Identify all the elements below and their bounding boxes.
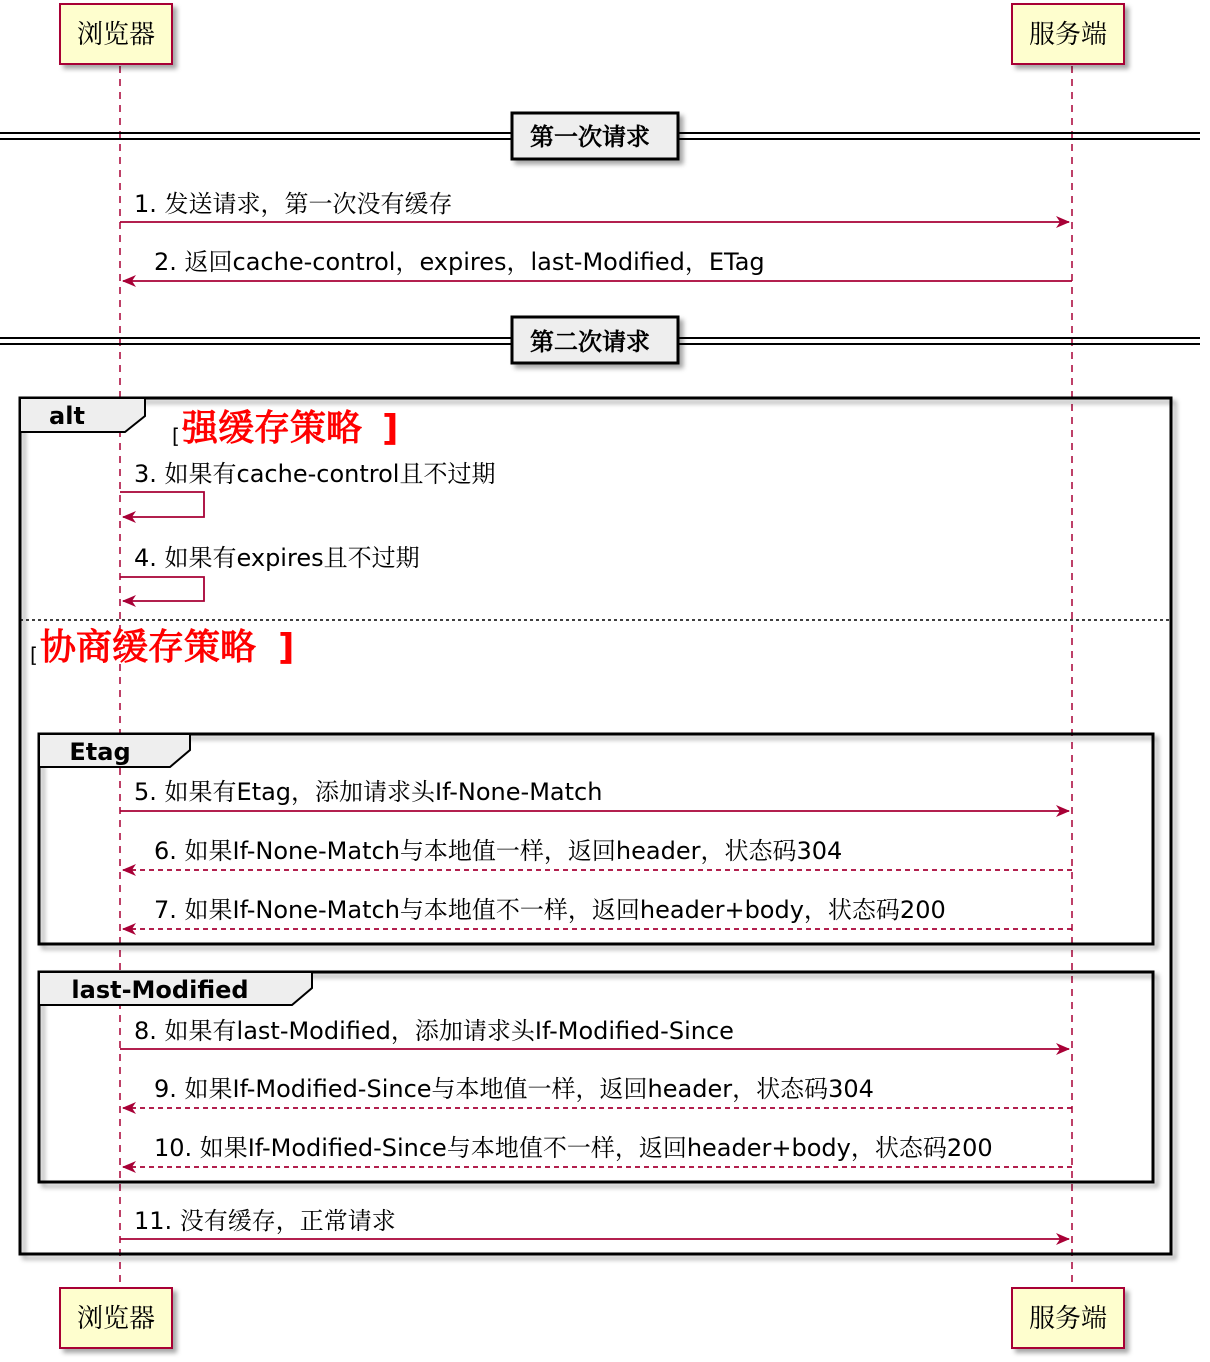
message-6 [123,837,1072,870]
message-1 [120,190,1069,222]
participant-server-top[interactable] [1012,4,1124,64]
message-9 [123,1075,1072,1108]
divider-first-label: 第一次请求 [530,123,650,151]
divider-second-request [0,317,1200,363]
message-5 [120,778,1069,811]
message-11-label: 11. 没有缓存，正常请求 [134,1207,396,1235]
guard2-bracket-close: ] [278,627,295,668]
message-8-label: 8. 如果有last-Modified，添加请求头If-Modified-Since [134,1017,734,1045]
guard-negotiated-cache: 协商缓存策略 [40,627,257,668]
participant-server-top-label: 服务端 [1028,20,1108,50]
divider-first-request [0,113,1200,159]
message-2-label: 2. 返回cache-control，expires，last-Modified，ETag [154,248,765,276]
message-2 [123,248,1072,281]
message-10-label: 10. 如果If-Modified-Since与本地值不一样，返回header+body，状态码200 [154,1134,993,1162]
participant-browser-bottom-label: 浏览器 [76,1304,156,1334]
message-7 [123,896,1072,929]
message-10 [123,1134,1072,1167]
message-3 [120,460,495,517]
message-9-label: 9. 如果If-Modified-Since与本地值一样，返回header，状态码304 [154,1075,874,1103]
divider-second-label: 第二次请求 [530,328,650,356]
message-11 [120,1207,1069,1239]
alt-frame [20,398,1171,1254]
guard2-bracket-open: [ [30,643,38,667]
etag-frame-label: Etag [69,738,131,766]
message-5-label: 5. 如果有Etag，添加请求头If-None-Match [134,778,603,806]
guard-strong-cache: 强缓存策略 [182,408,363,449]
participant-server-bottom-label: 服务端 [1028,1304,1108,1334]
message-1-label: 1. 发送请求，第一次没有缓存 [134,190,453,218]
message-8 [120,1017,1069,1049]
participant-browser-top[interactable] [60,4,172,64]
message-4 [120,544,420,601]
participant-browser-bottom[interactable] [60,1288,172,1348]
participant-server-bottom[interactable] [1012,1288,1124,1348]
guard1-bracket-close: ] [382,408,399,449]
message-3-label: 3. 如果有cache-control且不过期 [134,460,496,488]
message-7-label: 7. 如果If-None-Match与本地值不一样，返回header+body，状态码200 [154,896,946,924]
lastmod-frame-label: last-Modified [71,976,249,1004]
participant-browser-top-label: 浏览器 [76,20,156,50]
message-4-label: 4. 如果有expires且不过期 [134,544,420,572]
message-6-label: 6. 如果If-None-Match与本地值一样，返回header，状态码304 [154,837,843,865]
alt-frame-label: alt [49,402,85,430]
guard1-bracket-open: [ [172,424,180,448]
